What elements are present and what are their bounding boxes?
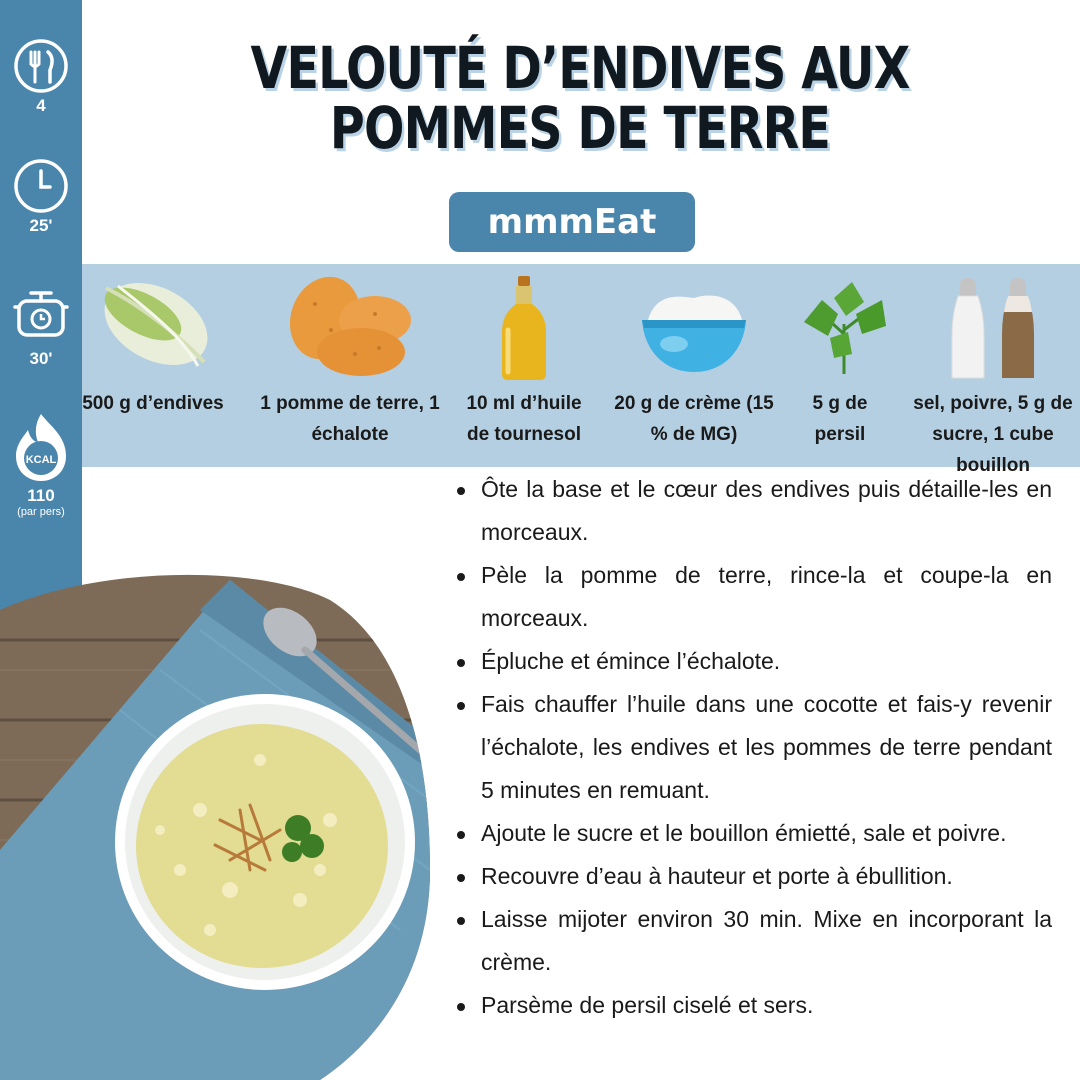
pot-icon	[9, 283, 73, 347]
ingredient-seasoning	[906, 264, 1080, 476]
cook-time-value: 30'	[29, 349, 53, 368]
calories-info	[0, 410, 82, 518]
salt-pepper-icon	[938, 274, 1048, 384]
ingredient-label: 20 g de crème (15 % de MG)	[614, 393, 774, 445]
flame-icon	[10, 410, 72, 484]
kcal-badge: KCAL	[25, 454, 57, 466]
step-item: Fais chauffer l’huile dans une cocotte et fais-y revenir l’échalote, les endives et les pommes de terre pendant 5 minutes en remuant.	[452, 683, 1052, 812]
ingredient-label: 1 pomme de terre, 1 échalote	[260, 393, 440, 445]
clock-icon	[13, 158, 69, 214]
ingredient-potato	[260, 264, 440, 467]
prep-time-value: 25'	[29, 216, 53, 235]
prep-time-info	[0, 158, 82, 236]
step-item: Ôte la base et le cœur des endives puis détaille-les en morceaux.	[452, 468, 1052, 554]
ingredient-parsley	[794, 264, 886, 467]
soup-photo	[0, 570, 430, 1080]
endive-icon	[88, 274, 218, 384]
brand-logo: mmmEat	[449, 192, 695, 252]
step-item: Pèle la pomme de terre, rince-la et coupe-la en morceaux.	[452, 554, 1052, 640]
calories-value: 110	[27, 486, 55, 505]
oil-bottle-icon	[494, 274, 554, 384]
info-sidebar	[0, 0, 82, 610]
fork-knife-icon	[13, 38, 69, 94]
ingredient-label: sel, poivre, 5 g de sucre, 1 cube bouillon	[913, 393, 1073, 476]
step-item: Épluche et émince l’échalote.	[452, 640, 1052, 683]
step-item: Parsème de persil ciselé et sers.	[452, 984, 1052, 1027]
potato-icon	[275, 274, 425, 384]
ingredient-label: 500 g d’endives	[82, 393, 224, 414]
step-item: Ajoute le sucre et le bouillon émietté, sale et poivre.	[452, 812, 1052, 855]
step-item: Laisse mijoter environ 30 min. Mixe en incorporant la crème.	[452, 898, 1052, 984]
ingredient-oil	[454, 264, 594, 467]
parsley-icon	[794, 274, 894, 384]
ingredients-band	[82, 264, 1080, 476]
ingredient-label: 5 g de persil	[812, 393, 868, 445]
cream-bowl-icon	[634, 274, 754, 384]
recipe-title: VELOUTÉ D’ENDIVES AUX POMMES DE TERRE	[250, 34, 910, 162]
cook-time-info	[0, 283, 82, 369]
ingredient-cream	[610, 264, 778, 467]
ingredient-label: 10 ml d’huile de tournesol	[466, 393, 582, 445]
step-item: Recouvre d’eau à hauteur et porte à ébullition.	[452, 855, 1052, 898]
servings-value: 4	[36, 96, 46, 115]
servings-info	[0, 38, 82, 116]
calories-unit: (par pers)	[17, 506, 65, 518]
ingredient-endives	[82, 264, 224, 467]
recipe-steps	[452, 468, 1052, 1027]
